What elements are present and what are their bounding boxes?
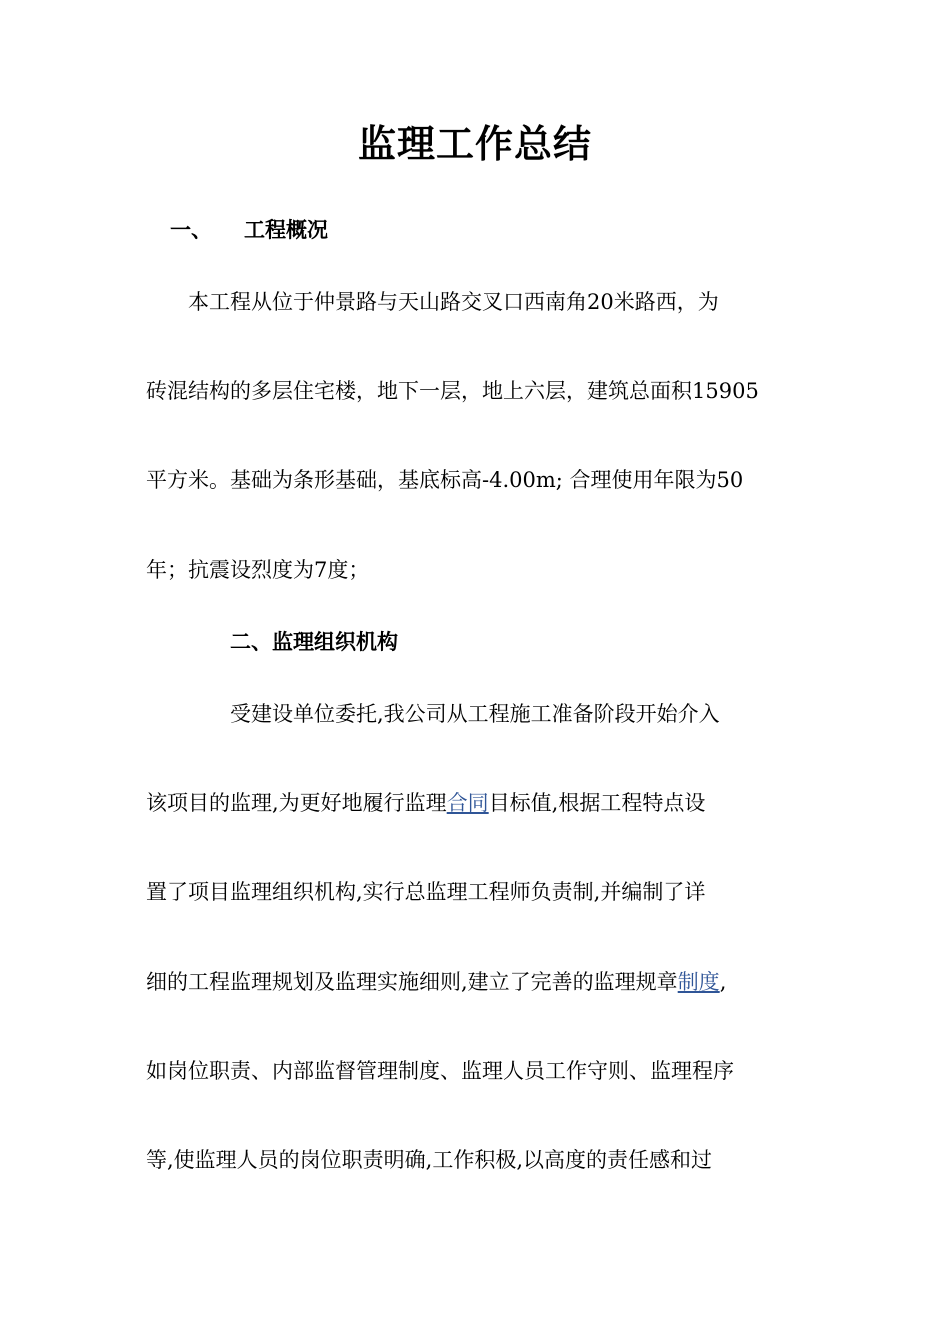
section-1-heading [170,214,328,246]
section-2-line-4-text-before: 细的工程监理规划及监理实施细则,建立了完善的监理规章 [146,970,678,994]
section-2-line-3: 置了项目监理组织机构,实行总监理工程师负责制,并编制了详 [146,880,706,904]
section-1-line-4: 年；抗震设烈度为7度； [146,558,370,582]
document-title: 监理工作总结 [357,121,592,166]
section-2-heading: 二、监理组织机构 [230,629,398,654]
section-2-line-2-text-after: 目标值,根据工程特点设 [488,791,706,815]
section-1-title: 工程概况 [244,217,328,242]
contract-link[interactable]: 合同 [446,791,489,815]
section-2-line-2 [146,787,826,819]
section-1-line-3: 平方米。基础为条形基础，基底标高-4.00m; 合理使用年限为50 [146,468,744,492]
section-1-line-2: 砖混结构的多层住宅楼，地下一层，地上六层，建筑总面积15905 [146,379,759,403]
section-2-line-1: 受建设单位委托,我公司从工程施工准备阶段开始介入 [230,702,720,726]
section-1-line-1: 本工程从位于仲景路与天山路交叉口西南角20米路西，为 [188,290,719,314]
section-2-line-6: 等,使监理人员的岗位职责明确,工作积极,以高度的责任感和过 [146,1148,713,1172]
section-1-number: 一、 [170,217,212,242]
section-2-line-2-text-before: 该项目的监理,为更好地履行监理 [146,791,447,815]
section-2-line-4 [146,966,826,998]
section-2-line-4-text-after: , [719,970,727,994]
regulation-link[interactable]: 制度 [677,970,720,994]
section-2-line-5: 如岗位职责、内部监督管理制度、监理人员工作守则、监理程序 [146,1059,734,1083]
